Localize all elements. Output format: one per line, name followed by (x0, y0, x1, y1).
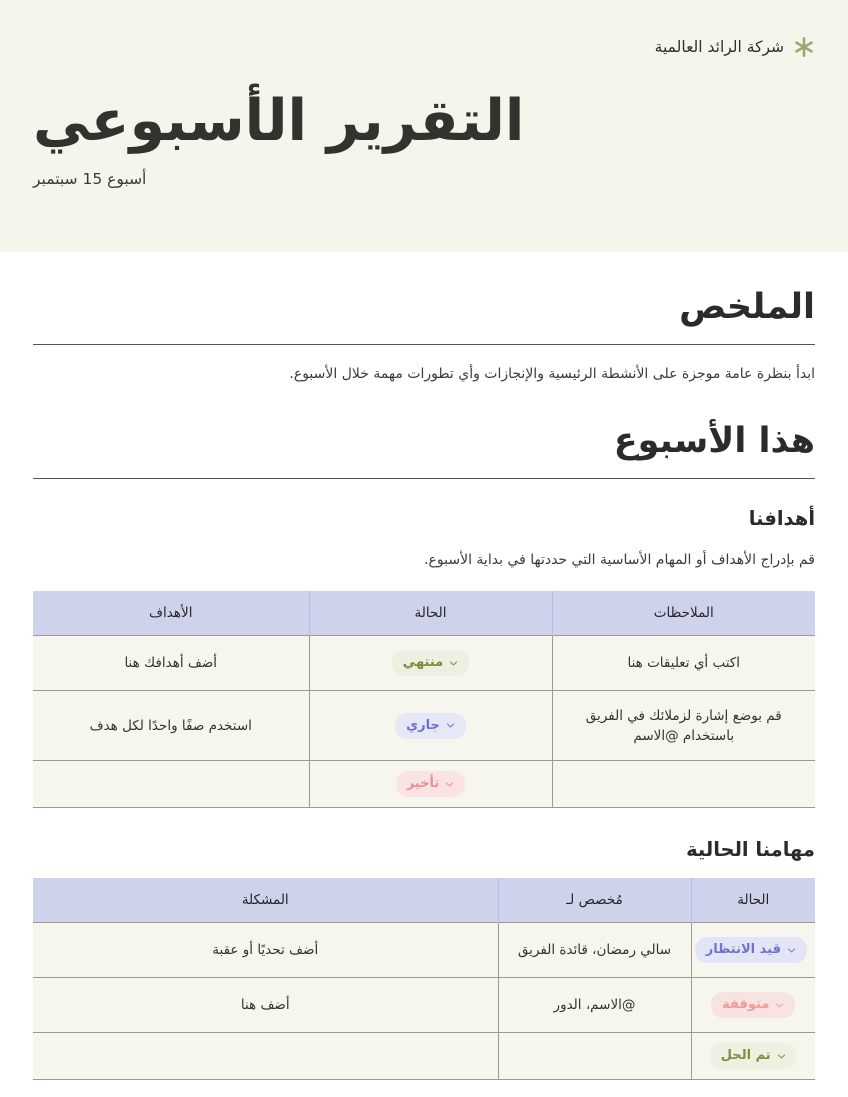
chevron-down-icon (777, 1052, 786, 1061)
cell-status[interactable] (309, 691, 552, 761)
report-header-band (0, 0, 848, 252)
cell-goal[interactable]: أضف أهدافك هنا (33, 636, 309, 691)
cell-goal[interactable]: استخدم صفًا واحدًا لكل هدف (33, 691, 309, 761)
cell-notes[interactable]: قم بوضع إشارة لزملائك في الفريق باستخدام @الاسم (552, 691, 815, 761)
status-label: تأخير (406, 776, 440, 792)
table-row (33, 978, 815, 1033)
cell-status[interactable] (691, 1033, 815, 1080)
cell-assignee[interactable]: @الاسم، الدور (498, 978, 691, 1033)
table-row (33, 691, 815, 761)
page-title: التقرير الأسبوعي (33, 88, 525, 154)
goals-table-header-row (33, 591, 815, 636)
column-header-issue[interactable]: المشكلة (33, 878, 498, 923)
status-label: منتهي (402, 655, 444, 671)
status-label: متوقفة (722, 997, 770, 1013)
cell-issue[interactable] (33, 1033, 498, 1080)
goals-table (33, 591, 815, 809)
column-header-status[interactable]: الحالة (309, 591, 552, 636)
cell-status[interactable] (309, 761, 552, 808)
chevron-down-icon (775, 1001, 784, 1010)
asterisk-star-icon (793, 36, 815, 58)
status-badge[interactable] (711, 992, 795, 1018)
cell-notes[interactable]: اكتب أي تعليقات هنا (552, 636, 815, 691)
status-label: جاري (406, 717, 440, 733)
table-row (33, 1033, 815, 1080)
goals-heading: أهدافنا (748, 506, 815, 530)
report-body (0, 252, 848, 1080)
cell-issue[interactable]: أضف تحديًا أو عقبة (33, 923, 498, 978)
status-badge[interactable] (396, 771, 466, 797)
table-row (33, 636, 815, 691)
column-header-notes[interactable]: الملاحظات (552, 591, 815, 636)
brand-name: شركة الرائد العالمية (654, 37, 784, 56)
status-badge[interactable] (695, 937, 807, 963)
summary-heading: الملخص (679, 287, 815, 327)
status-badge[interactable] (392, 650, 469, 676)
tasks-table-header-row (33, 878, 815, 923)
tasks-heading: مهامنا الحالية (686, 838, 815, 862)
chevron-down-icon (787, 946, 796, 955)
chevron-down-icon (446, 721, 455, 730)
this-week-heading: هذا الأسبوع (613, 420, 815, 461)
summary-paragraph: ابدأ بنظرة عامة موجزة على الأنشطة الرئيسية والإنجازات وأي تطورات مهمة خلال الأسبوع. (289, 366, 815, 382)
cell-goal[interactable] (33, 761, 309, 808)
status-badge[interactable] (710, 1043, 797, 1069)
goals-paragraph: قم بإدراج الأهداف أو المهام الأساسية التي حددتها في بداية الأسبوع. (424, 552, 815, 569)
column-header-goals[interactable]: الأهداف (33, 591, 309, 636)
cell-status[interactable] (691, 978, 815, 1033)
status-label: قيد الانتظار (705, 942, 781, 958)
brand-row (33, 32, 815, 62)
status-label: تم الحل (720, 1048, 771, 1064)
column-header-assignee[interactable]: مُخصص لـ (498, 878, 691, 923)
cell-notes[interactable] (552, 761, 815, 808)
chevron-down-icon (445, 780, 454, 789)
status-badge[interactable] (395, 713, 466, 739)
table-row (33, 761, 815, 808)
chevron-down-icon (449, 659, 458, 668)
table-row (33, 923, 815, 978)
column-header-status[interactable]: الحالة (691, 878, 815, 923)
cell-issue[interactable]: أضف هنا (33, 978, 498, 1033)
report-date: أسبوع 15 سبتمبر (33, 170, 147, 189)
cell-assignee[interactable] (498, 1033, 691, 1080)
cell-assignee[interactable]: سالي رمضان، قائدة الفريق (498, 923, 691, 978)
tasks-table (33, 878, 815, 1081)
cell-status[interactable] (309, 636, 552, 691)
cell-status[interactable] (691, 923, 815, 978)
